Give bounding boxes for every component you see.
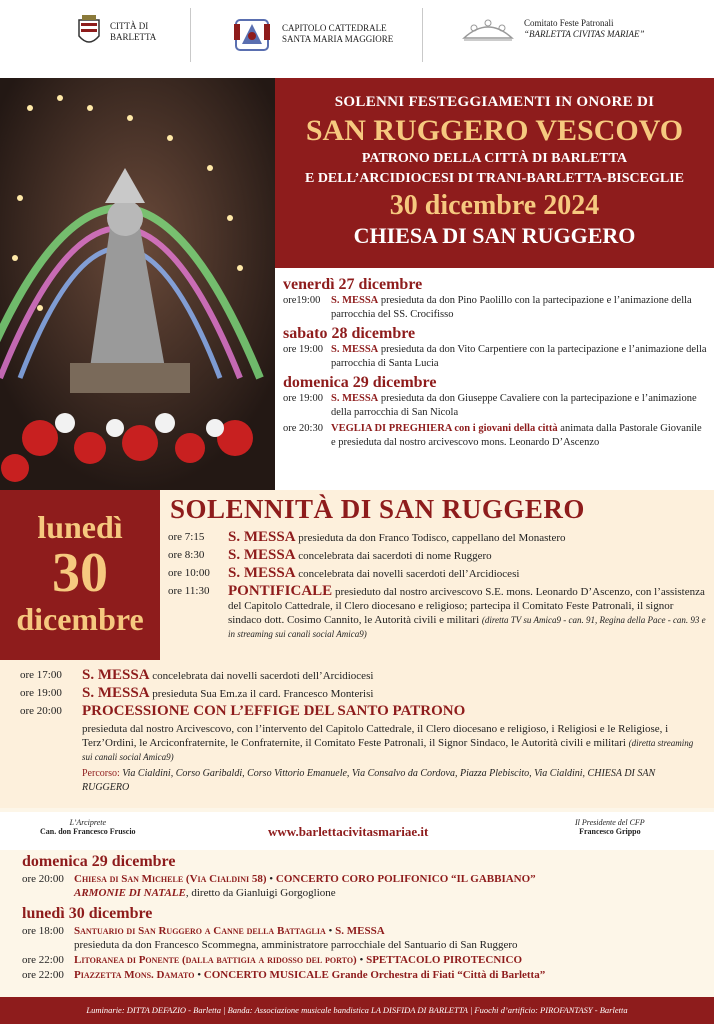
- event-text: presieduto dal nostro arcivescovo S.E. mons. Leonardo D’Ascenzo, con l’assistenza del Capitolo Cattedrale, il Clero diocesano e religioso; partecipa il Comitato Feste Patronali, il signor sindaco dott. Cosimo Cannito, le Autorità civili e militari: [228, 586, 705, 626]
- title-block: [275, 78, 714, 268]
- feast-day-number: 30: [52, 542, 108, 604]
- event: [283, 343, 708, 371]
- signature-left-name: Can. don Francesco Fruscio: [40, 827, 136, 836]
- solemnity-evening-events: [20, 668, 698, 795]
- event-title: CONCERTO MUSICALE: [203, 969, 329, 981]
- barletta-crest-icon: [76, 14, 102, 50]
- event-title: S. MESSA: [331, 295, 379, 306]
- event-time: ore 20:00: [22, 873, 64, 885]
- event: [283, 392, 708, 420]
- event-time: ore 19:00: [283, 393, 323, 404]
- org-capitolo: [232, 14, 393, 54]
- feast-month: dicembre: [16, 601, 144, 637]
- org2-line1: CAPITOLO CATTEDRALE: [282, 23, 387, 33]
- event-title: SPETTACOLO PIROTECNICO: [366, 954, 523, 966]
- event: [20, 686, 698, 701]
- event-text: , diretto da Gianluigi Gorgoglione: [185, 887, 336, 899]
- day-heading: lunedì 30 dicembre: [22, 905, 153, 922]
- day-heading: sabato 28 dicembre: [283, 325, 416, 342]
- event-text: Grande Orchestra di Fiati “Città di Barletta”: [331, 969, 546, 981]
- event-subtitle: ARMONIE DI NATALE: [74, 887, 186, 899]
- comitato-crown-icon: [460, 14, 516, 44]
- signature-right: [575, 818, 645, 836]
- event-title: S. MESSA: [228, 547, 296, 563]
- capitolo-emblem-icon: [232, 14, 272, 54]
- title-line4: E DELL’ARCIDIOCESI DI TRANI-BARLETTA-BISCEGLIE: [304, 171, 684, 186]
- route-text: Via Cialdini, Corso Garibaldi, Corso Vittorio Emanuele, Via Consalvo da Cordova, Piazza Plebiscito, Via Cialdini, CHIESA DI SAN RUGGERO: [82, 768, 656, 793]
- title-line1: SOLENNI FESTEGGIAMENTI IN ONORE DI: [334, 94, 655, 110]
- event-title: VEGLIA DI PREGHIERA con i giovani della città: [331, 423, 558, 434]
- event-title: PONTIFICALE: [228, 583, 333, 599]
- feast-weekday: lunedì: [37, 509, 123, 545]
- org2-line2: SANTA MARIA MAGGIORE: [282, 34, 394, 44]
- signature-right-name: Francesco Grippo: [579, 827, 641, 836]
- event-place: Piazzetta Mons. Damato: [74, 969, 195, 981]
- event: ore 18:00 Santuario di San Ruggero a Canne della Battaglia • S. MESSA presieduta da don Francesco Scommegna, amministratore parrocchiale del Santuario di San Ruggero: [22, 925, 518, 951]
- event-text: presieduta da don Vito Carpentiere con la partecipazione e l’animazione della parrocchia di Santa Lucia: [331, 344, 707, 369]
- event-text: presieduta da don Giuseppe Cavaliere con la partecipazione e l’animazione della parrocchia di San Nicola: [331, 393, 697, 418]
- footer-credits: Luminarie: DITTA DEFAZIO - Barletta | Banda: Associazione musicale bandistica LA DISFIDA DI BARLETTA | Fuochi d’artificio: PIROFANTASY - Barletta: [0, 997, 714, 1024]
- extra-events: [22, 852, 702, 983]
- event-time: ore 22:00: [22, 969, 64, 981]
- event: [283, 422, 708, 450]
- event-time: ore 10:00: [168, 567, 210, 579]
- event-time: ore 19:00: [20, 687, 62, 699]
- title-date: 30 dicembre 2024: [389, 190, 600, 221]
- event-place: Litoranea di Ponente (dalla battigia a ridosso del porto): [74, 954, 357, 966]
- event-time: ore 7:15: [168, 531, 205, 543]
- title-saint: SAN RUGGERO VESCOVO: [305, 114, 684, 147]
- event-text: presieduta da don Franco Todisco, cappellano del Monastero: [298, 532, 566, 544]
- event-title: S. MESSA: [82, 685, 150, 701]
- org-comitato: [460, 14, 645, 44]
- event-text: presieduta da don Pino Paolillo con la partecipazione e l’animazione della parrocchia del SS. Crocifisso: [331, 295, 692, 320]
- signature-left-role: L’Arciprete: [69, 818, 106, 827]
- signatures-bar: [0, 812, 714, 850]
- event-title: S. MESSA: [82, 667, 150, 683]
- day-heading: venerdì 27 dicembre: [283, 276, 423, 293]
- day-heading: domenica 29 dicembre: [22, 853, 176, 870]
- event-time: ore 20:00: [20, 705, 62, 717]
- divider: [190, 8, 191, 62]
- event-place: Chiesa di San Michele (Via Cialdini 58): [74, 873, 267, 885]
- event: [168, 548, 708, 563]
- title-line3: PATRONO DELLA CITTÀ DI BARLETTA: [361, 151, 628, 166]
- event: [168, 530, 708, 545]
- route-label: Percorso:: [82, 768, 120, 779]
- event-title: S. MESSA: [228, 565, 296, 581]
- day-heading: domenica 29 dicembre: [283, 374, 437, 391]
- event: [20, 704, 698, 719]
- event-text: presieduta dal nostro Arcivescovo, con l’intervento del Capitolo Cattedrale, il Clero diocesano e religioso, i Religiosi e le Religiose, i Terz’Ordini, le Arciconfraternite, le Confraternite, il Comitato Feste Patronali, il Signor Sindaco, le Autorità civili e militari: [82, 723, 669, 749]
- event-text: concelebrata dai novelli sacerdoti dell’Arcidiocesi: [152, 670, 374, 682]
- header: [0, 0, 714, 78]
- event-title: S. MESSA: [335, 925, 385, 937]
- signature-left: [40, 818, 136, 836]
- org1-line2: BARLETTA: [110, 32, 157, 42]
- procession-details: [82, 722, 698, 795]
- org3-line1: Comitato Feste Patronali: [524, 18, 614, 28]
- feast-date-box: [0, 490, 160, 660]
- saint-statue-photo: [0, 78, 275, 490]
- event-text: presieduta da don Francesco Scommegna, amministratore parrocchiale del Santuario di San Ruggero: [74, 939, 518, 951]
- pre-feast-program: [283, 275, 708, 452]
- event: [20, 668, 698, 683]
- event-time: ore19:00: [283, 295, 321, 306]
- solemnity-morning-events: [168, 530, 708, 644]
- event-title: S. MESSA: [331, 393, 379, 404]
- event: [168, 566, 708, 581]
- event-text: presieduta Sua Em.za il card. Francesco Monterisi: [152, 688, 374, 700]
- event-time: ore 11:30: [168, 585, 210, 597]
- event-title: PROCESSIONE CON L’EFFIGE DEL SANTO PATRONO: [82, 703, 466, 719]
- event-title: S. MESSA: [228, 529, 296, 545]
- event-time: ore 8:30: [168, 549, 205, 561]
- event-note: (diretta streaming sui canali social Amica9): [82, 738, 694, 762]
- org3-line2: “BARLETTA CIVITAS MARIAE”: [524, 29, 645, 39]
- event: [168, 584, 708, 641]
- event: ore 22:00 Litoranea di Ponente (dalla battigia a ridosso del porto) • SPETTACOLO PIROTECNICO: [22, 954, 523, 966]
- divider: [422, 8, 423, 62]
- event-time: ore 19:00: [283, 344, 323, 355]
- solemnity-title: SOLENNITÀ DI SAN RUGGERO: [170, 494, 585, 524]
- event-text: concelebrata dai sacerdoti di nome Ruggero: [298, 550, 492, 562]
- event-text: concelebrata dai novelli sacerdoti dell’Arcidiocesi: [298, 568, 520, 580]
- website-link[interactable]: www.barlettacivitasmariae.it: [268, 824, 429, 839]
- event-time: ore 22:00: [22, 954, 64, 966]
- event: ore 22:00 Piazzetta Mons. Damato • CONCERTO MUSICALE Grande Orchestra di Fiati “Città di Barletta”: [22, 969, 546, 981]
- event-title: S. MESSA: [331, 344, 379, 355]
- event-note: (diretta TV su Amica9 - can. 91, Regina della Pace - can. 93 e in streaming sui canali social Amica9): [228, 615, 706, 639]
- event: [283, 294, 708, 322]
- event-text: animata dalla Pastorale Giovanile e presieduta dal nostro arcivescovo mons. Leonardo D’Ascenzo: [331, 423, 702, 448]
- event-title: CONCERTO CORO POLIFONICO “IL GABBIANO”: [275, 873, 536, 885]
- org-barletta: [76, 14, 156, 50]
- event-time: ore 18:00: [22, 925, 64, 937]
- event-place: Santuario di San Ruggero a Canne della Battaglia: [74, 925, 326, 937]
- title-place: CHIESA DI SAN RUGGERO: [353, 223, 636, 248]
- org1-line1: CITTÀ DI: [110, 21, 149, 31]
- event: ore 20:00 Chiesa di San Michele (Via Cialdini 58) • CONCERTO CORO POLIFONICO “IL GABBIANO” ARMONIE DI NATALE, diretto da Gianluigi Gorgoglione: [22, 873, 536, 899]
- event-time: ore 17:00: [20, 669, 62, 681]
- signature-right-role: Il Presidente del CFP: [575, 818, 645, 827]
- event-time: ore 20:30: [283, 423, 323, 434]
